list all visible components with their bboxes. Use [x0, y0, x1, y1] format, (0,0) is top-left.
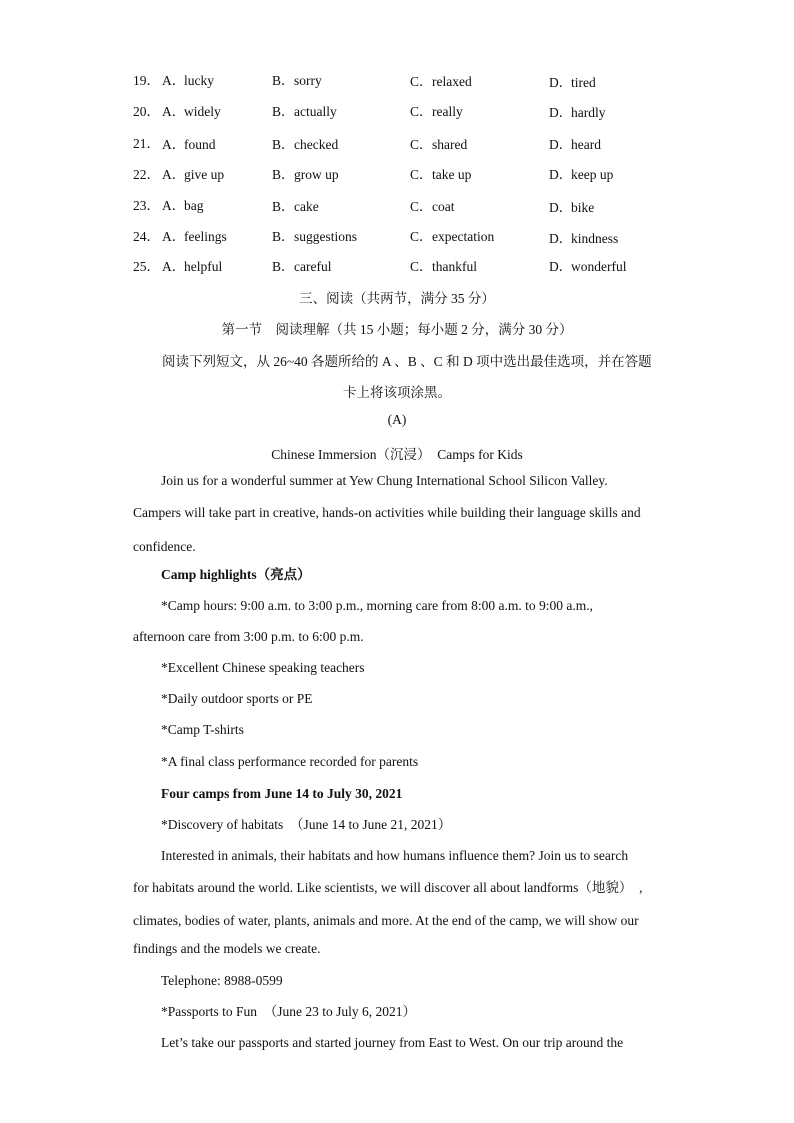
option-d: D．bike — [549, 200, 595, 215]
option-a: A．widely — [162, 104, 221, 119]
question-number: 23． — [133, 198, 160, 213]
option-a: A．give up — [162, 167, 225, 182]
option-d: D．kindness — [549, 231, 619, 246]
camp-2-title: *Passports to Fun （June 23 to July 6, 2021） — [161, 1004, 417, 1019]
highlight-teachers: *Excellent Chinese speaking teachers — [161, 660, 365, 675]
option-d: D．keep up — [549, 167, 614, 182]
highlight-performance: *A final class performance recorded for parents — [161, 754, 419, 769]
option-c: C．relaxed — [410, 74, 472, 89]
telephone: Telephone: 8988-0599 — [161, 973, 283, 988]
question-number: 24． — [133, 229, 160, 244]
question-number: 22． — [133, 167, 160, 182]
passage-title: Chinese Immersion（沉浸） Camps for Kids — [271, 447, 523, 462]
option-b: B．checked — [272, 137, 339, 152]
option-c: C．coat — [410, 199, 455, 214]
option-b: B．cake — [272, 199, 319, 214]
option-d: D．hardly — [549, 105, 606, 120]
option-d: D．heard — [549, 137, 601, 152]
camps-heading: Four camps from June 14 to July 30, 2021 — [161, 786, 403, 801]
option-b: B．careful — [272, 259, 332, 274]
option-c: C．thankful — [410, 259, 477, 274]
highlights-heading: Camp highlights（亮点） — [161, 567, 311, 582]
option-a: A．helpful — [162, 259, 223, 274]
option-b: B．actually — [272, 104, 337, 119]
camp-hours-line-1: *Camp hours: 9:00 a.m. to 3:00 p.m., morning care from 8:00 a.m. to 9:00 a.m., — [161, 598, 593, 613]
instruction-line-2: 卡上将该项涂黑。 — [343, 385, 451, 400]
camp-hours-line-2: afternoon care from 3:00 p.m. to 6:00 p.m. — [133, 629, 364, 644]
instruction-line-1: 阅读下列短文，从 26~40 各题所给的 A 、B 、C 和 D 项中选出最佳选项，并在答题 — [162, 354, 652, 369]
option-d: D．wonderful — [549, 259, 627, 274]
question-number: 20． — [133, 104, 160, 119]
question-number: 25． — [133, 259, 160, 274]
option-c: C．take up — [410, 167, 472, 182]
option-a: A．bag — [162, 198, 204, 213]
option-a: A．feelings — [162, 229, 227, 244]
highlight-sports: *Daily outdoor sports or PE — [161, 691, 313, 706]
option-b: B．grow up — [272, 167, 339, 182]
question-number: 21． — [133, 136, 160, 151]
section-title: 三、阅读（共两节，满分 35 分） — [299, 291, 495, 306]
section-subtitle: 第一节 阅读理解（共 15 小题；每小题 2 分，满分 30 分） — [221, 322, 573, 337]
question-number: 19． — [133, 73, 160, 88]
option-c: C．really — [410, 104, 463, 119]
camp-1-text-line-4: findings and the models we create. — [133, 941, 321, 956]
highlight-tshirts: *Camp T-shirts — [161, 722, 244, 737]
intro-line-1: Join us for a wonderful summer at Yew Chung International School Silicon Valley. — [161, 473, 608, 488]
camp-1-text-line-2: for habitats around the world. Like scientists, we will discover all about landforms（地貌） , — [133, 880, 643, 895]
option-a: A．found — [162, 137, 216, 152]
option-a: A．lucky — [162, 73, 214, 88]
option-b: B．suggestions — [272, 229, 358, 244]
option-c: C．shared — [410, 137, 468, 152]
camp-1-text-line-1: Interested in animals, their habitats and how humans influence them? Join us to search — [161, 848, 629, 863]
option-c: C．expectation — [410, 229, 495, 244]
camp-1-text-line-3: climates, bodies of water, plants, animals and more. At the end of the camp, we will show our — [133, 913, 639, 928]
camp-1-title: *Discovery of habitats （June 14 to June 21, 2021） — [161, 817, 452, 832]
intro-line-2: Campers will take part in creative, hands-on activities while building their language skills and — [133, 505, 641, 520]
intro-line-3: confidence. — [133, 539, 196, 554]
option-d: D．tired — [549, 75, 596, 90]
option-b: B．sorry — [272, 73, 322, 88]
camp-2-text-line-1: Let’s take our passports and started journey from East to West. On our trip around the — [161, 1035, 624, 1050]
passage-label: (A) — [387, 412, 407, 427]
